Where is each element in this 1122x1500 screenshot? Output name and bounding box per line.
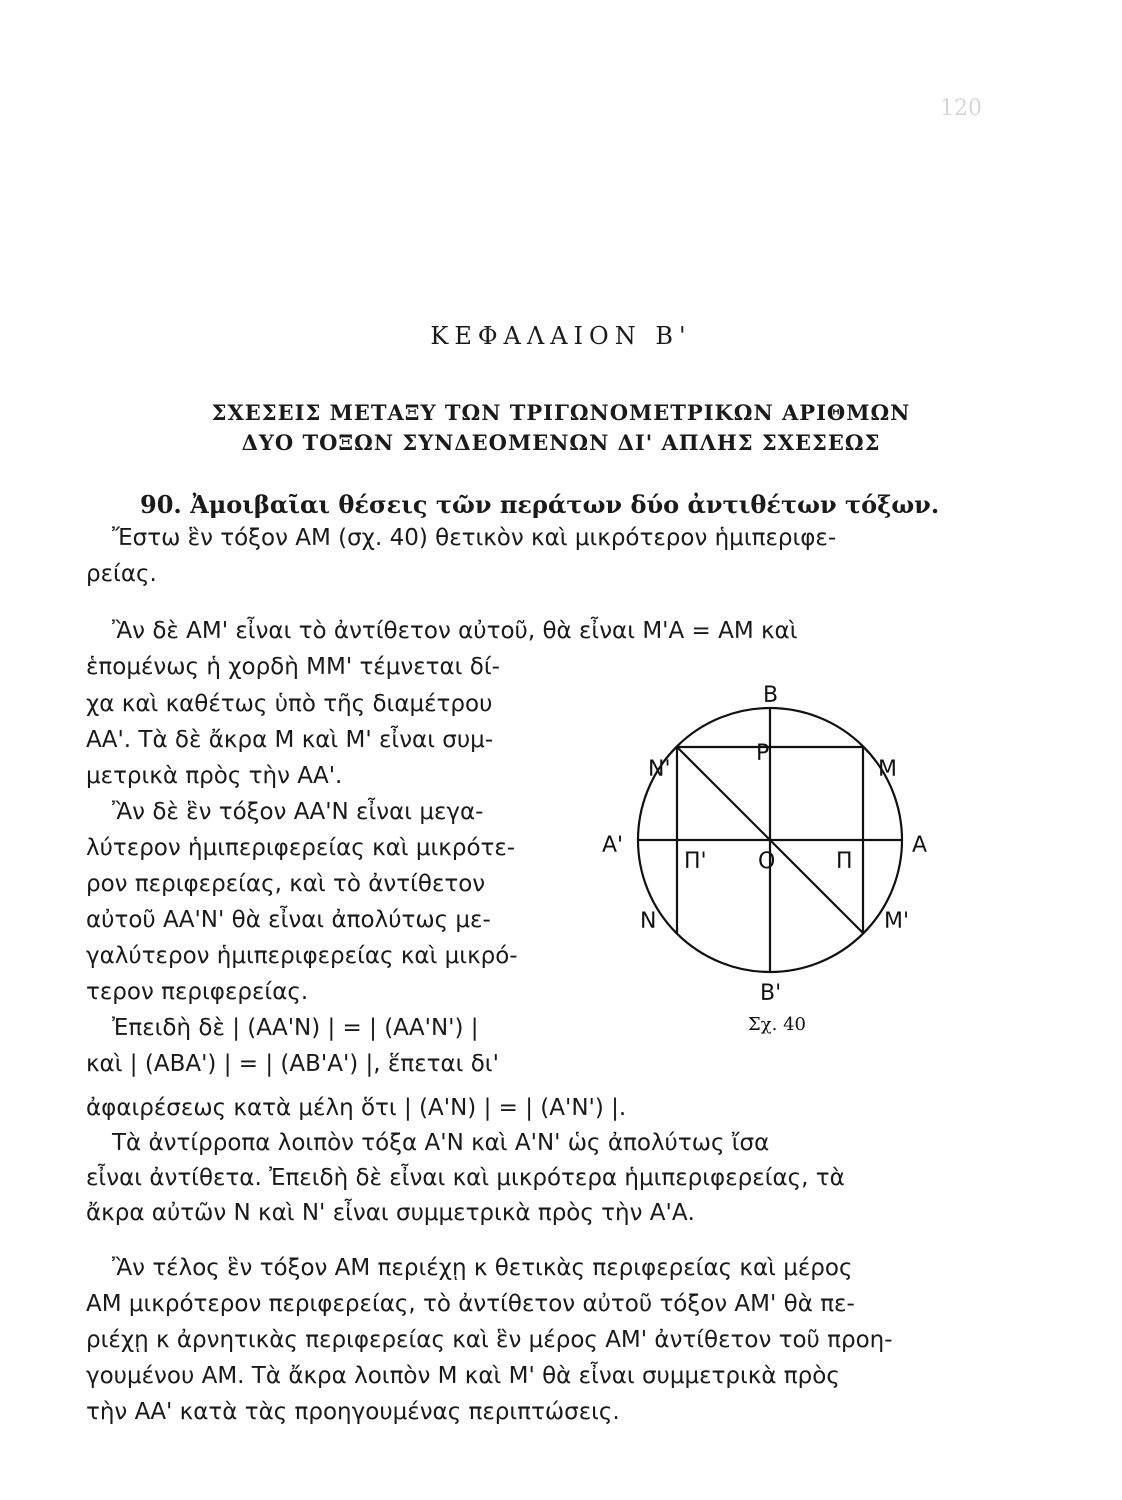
- figure-40: [600, 670, 1000, 1050]
- body-line: Ἂν τέλος ἓν τόξον ΑΜ περιέχῃ κ θετικὰς περιφερείας καὶ μέρος: [112, 1255, 853, 1281]
- body-line: χα καὶ καθέτως ὑπὸ τῆς διαμέτρου: [86, 691, 493, 717]
- page-number: 120: [940, 96, 982, 121]
- body-line: λύτερον ἡμιπεριφερείας καὶ μικρότε-: [86, 835, 516, 861]
- body-line: Ἔστω ἓν τόξον ΑΜ (σχ. 40) θετικὸν καὶ μικρότερον ἡμιπεριφε-: [112, 525, 837, 551]
- body-line: αὐτοῦ ΑΑ'Ν' θὰ εἶναι ἀπολύτως με-: [86, 907, 491, 933]
- body-line: Ἂν δὲ ἓν τόξον ΑΑ'Ν εἶναι μεγα-: [112, 799, 484, 825]
- body-line: ἑπομένως ἡ χορδὴ ΜΜ' τέμνεται δί-: [86, 654, 500, 680]
- label-m-prime: Μ': [884, 909, 910, 934]
- label-m: Μ: [878, 757, 897, 782]
- section-heading-90: 90. Ἀμοιβαῖαι θέσεις τῶν περάτων δύο ἀντιθέτων τόξων.: [140, 490, 940, 519]
- chapter-title: ΚΕΦΑΛΑΙΟΝ Β': [430, 322, 692, 350]
- body-line: ρείας.: [86, 561, 157, 587]
- label-a-prime: Α': [602, 833, 624, 858]
- body-line: ἀφαιρέσεως κατὰ μέλη ὅτι | (Α'Ν) | = | (Α'Ν') |.: [86, 1095, 627, 1121]
- label-n-prime: Ν': [648, 757, 671, 782]
- section-title-line-1: ΣΧΕΣΕΙΣ ΜΕΤΑΞΥ ΤΩΝ ΤΡΙΓΩΝΟΜΕΤΡΙΚΩΝ ΑΡΙΘΜΩΝ: [211, 400, 911, 425]
- body-line: ΑΑ'. Τὰ δὲ ἄκρα Μ καὶ Μ' εἶναι συμ-: [86, 727, 494, 753]
- label-n: Ν: [640, 909, 657, 934]
- body-line: Ἐπειδὴ δὲ | (ΑΑ'Ν) | = | (ΑΑ'Ν') |: [112, 1015, 479, 1041]
- body-line: ἄκρα αὐτῶν Ν καὶ Ν' εἶναι συμμετρικὰ πρὸς τὴν Α'Α.: [86, 1200, 695, 1226]
- figure-caption: Σχ. 40: [748, 1014, 806, 1035]
- section-title-line-2: ΔΥΟ ΤΟΞΩΝ ΣΥΝΔΕΟΜΕΝΩΝ ΔΙ' ΑΠΛΗΣ ΣΧΕΣΕΩΣ: [241, 430, 881, 455]
- label-p: Ρ: [756, 741, 770, 766]
- body-line: ρον περιφερείας, καὶ τὸ ἀντίθετον: [86, 871, 486, 897]
- label-a: Α: [912, 833, 928, 858]
- body-line: τὴν ΑΑ' κατὰ τὰς προηγουμένας περιπτώσεις.: [86, 1399, 620, 1425]
- label-pi: Π: [836, 849, 853, 874]
- body-line: καὶ | (ΑΒΑ') | = | (ΑΒ'Α') |, ἕπεται δι': [86, 1051, 499, 1077]
- body-line: Τὰ ἀντίρροπα λοιπὸν τόξα Α'Ν καὶ Α'Ν' ὡς ἀπολύτως ἴσα: [112, 1130, 770, 1156]
- body-line: ριέχῃ κ ἀρνητικὰς περιφερείας καὶ ἓν μέρος ΑΜ' ἀντίθετον τοῦ προη-: [86, 1327, 893, 1353]
- label-b-prime: Β': [760, 981, 782, 1006]
- body-line: ΑΜ μικρότερον περιφερείας, τὸ ἀντίθετον αὐτοῦ τόξον ΑΜ' θὰ πε-: [86, 1291, 855, 1317]
- label-b: Β: [763, 683, 779, 708]
- figure-40-diagram: [600, 670, 1000, 1050]
- label-pi-prime: Π': [684, 849, 707, 874]
- body-line: γαλύτερον ἡμιπεριφερείας καὶ μικρό-: [86, 943, 518, 969]
- body-line: τερον περιφερείας.: [86, 979, 309, 1005]
- body-line: Ἂν δὲ ΑΜ' εἶναι τὸ ἀντίθετον αὐτοῦ, θὰ εἶναι Μ'Α = ΑΜ καὶ: [112, 618, 798, 644]
- body-line: γουμένου ΑΜ. Τὰ ἄκρα λοιπὸν Μ καὶ Μ' θὰ εἶναι συμμετρικὰ πρὸς: [86, 1363, 840, 1389]
- body-line: μετρικὰ πρὸς τὴν ΑΑ'.: [86, 763, 343, 789]
- body-line: εἶναι ἀντίθετα. Ἐπειδὴ δὲ εἶναι καὶ μικρότερα ἡμιπεριφερείας, τὰ: [86, 1165, 845, 1191]
- label-o: Ο: [758, 849, 776, 874]
